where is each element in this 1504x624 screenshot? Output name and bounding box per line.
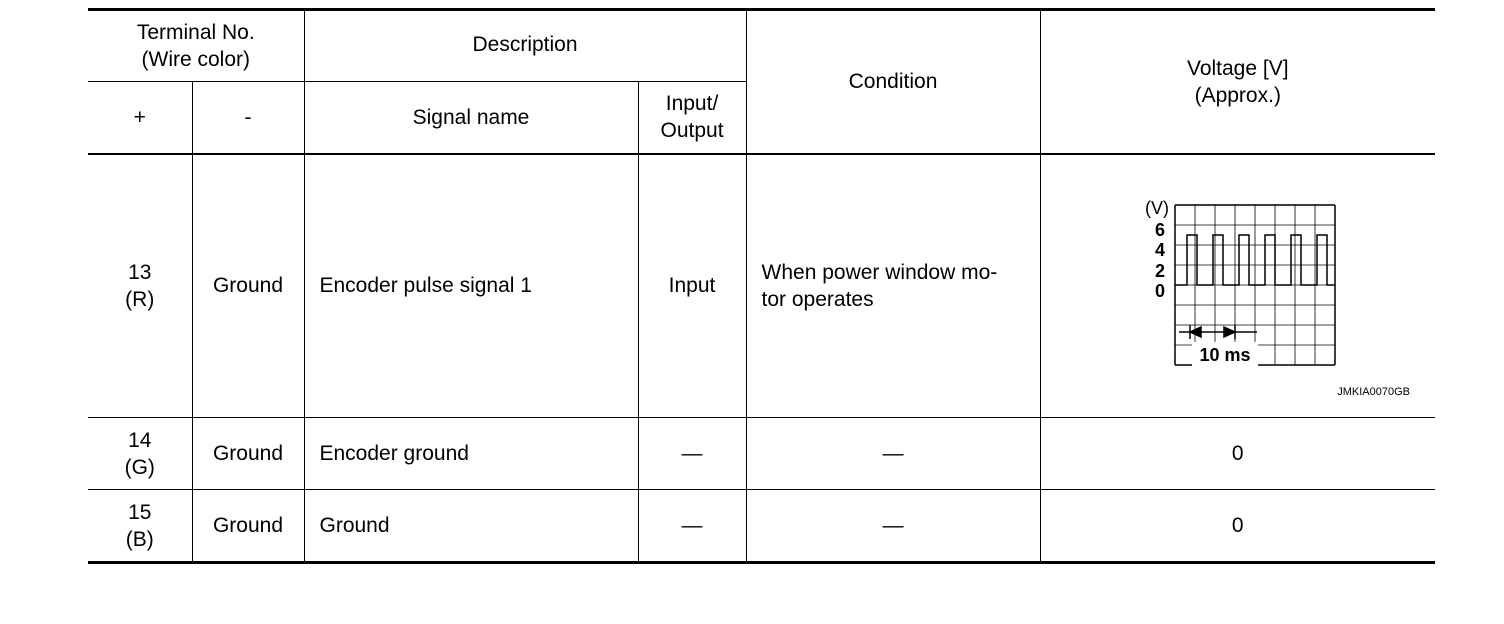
terminal-number: 15 — [128, 500, 152, 524]
table-row — [88, 154, 1435, 418]
wire-color: (G) — [124, 455, 155, 479]
waveform-tick-0: 0 — [1154, 280, 1165, 301]
minus-cell: Ground — [192, 490, 304, 563]
voltage-cell: 0 — [1040, 490, 1435, 563]
header-plus: + — [88, 82, 192, 154]
signal-name-cell: Encoder pulse signal 1 — [304, 154, 638, 418]
waveform-time-label: 10 ms — [1198, 344, 1251, 365]
terminal-number: 14 — [128, 428, 152, 452]
terminal-table — [88, 8, 1435, 564]
wire-color: (R) — [125, 287, 155, 311]
table-row — [88, 490, 1435, 563]
condition-cell: — — [746, 490, 1040, 563]
waveform-image-id: JMKIA0070GB — [1336, 385, 1410, 398]
minus-cell: Ground — [192, 418, 304, 490]
waveform-unit-label: (V) — [1144, 198, 1169, 218]
terminal-number: 13 — [128, 260, 152, 284]
table-row — [88, 418, 1435, 490]
io-cell: — — [638, 418, 746, 490]
condition-cell — [746, 154, 1040, 418]
waveform-tick-6: 6 — [1154, 219, 1165, 240]
waveform-diagram — [1117, 199, 1417, 401]
terminal-cell — [88, 490, 192, 563]
io-cell: — — [638, 490, 746, 563]
header-condition-label: Condition — [848, 70, 938, 94]
header-io-line2: Output — [660, 119, 724, 143]
condition-line1: When power window mo- — [761, 260, 998, 284]
wire-color: (B) — [125, 527, 154, 551]
voltage-waveform-cell — [1040, 154, 1435, 418]
condition-line2: tor operates — [761, 287, 874, 311]
header-terminal-no — [88, 10, 304, 82]
signal-name-cell: Ground — [304, 490, 638, 563]
header-terminal-no-label: Terminal No. — [136, 21, 255, 44]
header-minus: - — [192, 82, 304, 154]
io-cell: Input — [638, 154, 746, 418]
terminal-cell — [88, 154, 192, 418]
condition-cell: — — [746, 418, 1040, 490]
header-voltage-label: Voltage [V] — [1186, 56, 1289, 80]
header-condition — [746, 10, 1040, 154]
header-signal-name: Signal name — [304, 82, 638, 154]
waveform-tick-2: 2 — [1154, 260, 1165, 281]
waveform-tick-4: 4 — [1154, 239, 1165, 260]
voltage-cell: 0 — [1040, 418, 1435, 490]
header-voltage — [1040, 10, 1435, 154]
header-description-label: Description — [472, 33, 578, 56]
terminal-cell — [88, 418, 192, 490]
header-voltage-approx-label: (Approx.) — [1194, 83, 1281, 107]
header-description — [304, 10, 746, 82]
signal-name-cell: Encoder ground — [304, 418, 638, 490]
waveform-time-marker — [1179, 325, 1257, 339]
header-wire-color-label: (Wire color) — [141, 48, 250, 71]
minus-cell: Ground — [192, 154, 304, 418]
header-io-line1: Input/ — [665, 92, 719, 116]
header-input-output — [638, 82, 746, 154]
